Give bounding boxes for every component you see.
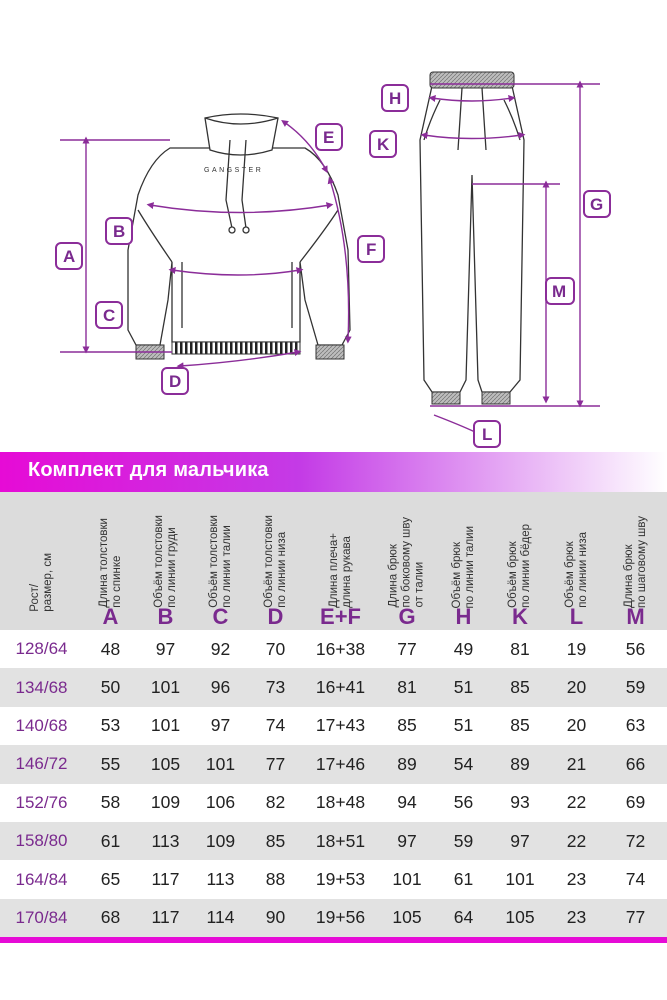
- header-C: [193, 492, 248, 630]
- value-cell: 74: [625, 869, 646, 890]
- header-L: [549, 492, 604, 630]
- label-H-badge: [382, 85, 408, 111]
- header-letter: E+F: [320, 604, 361, 629]
- header-desc: Объём толстовки по линии талии: [207, 515, 233, 608]
- header-letter: G: [398, 604, 416, 629]
- header-G: [378, 492, 436, 630]
- size-table: [0, 492, 667, 937]
- value-cell: 101: [150, 677, 181, 698]
- value-cell: 85: [510, 715, 530, 736]
- value-cell: 97: [210, 715, 231, 736]
- header-EF: [303, 492, 378, 630]
- size-cell: 170/84: [15, 907, 68, 927]
- value-cell: 20: [566, 677, 587, 698]
- size-cell: 146/72: [15, 754, 68, 774]
- value-cell: 23: [566, 907, 587, 928]
- value-cell: 109: [150, 792, 181, 813]
- value-cell: 101: [392, 869, 422, 890]
- table-header-row: [0, 492, 667, 630]
- label-B-badge: [106, 218, 132, 244]
- value-cell: 93: [510, 792, 530, 813]
- table-row: [0, 899, 667, 937]
- title-banner: [0, 452, 667, 492]
- header-letter: B: [157, 604, 174, 629]
- value-cell: 61: [453, 869, 474, 890]
- value-cell: 105: [392, 907, 422, 928]
- value-cell: 73: [265, 677, 286, 698]
- value-cell: 58: [100, 792, 121, 813]
- label-M-badge: [546, 278, 574, 304]
- value-cell: 17+43: [315, 715, 366, 736]
- hoodie-print-text: GANGSTER: [204, 167, 264, 174]
- value-cell: 85: [397, 715, 417, 736]
- value-cell: 81: [397, 677, 417, 698]
- header-desc: Длина брюк по шаговому шву: [622, 516, 648, 608]
- value-cell: 109: [205, 830, 236, 851]
- label-L-badge: [474, 421, 500, 447]
- value-cell: 114: [206, 907, 235, 928]
- value-cell: 16+41: [315, 677, 366, 698]
- value-cell: 66: [625, 753, 646, 774]
- value-cell: 18+48: [315, 792, 366, 813]
- label-K-badge: [370, 131, 396, 157]
- value-cell: 89: [510, 753, 530, 774]
- header-D: [248, 492, 303, 630]
- value-cell: 77: [397, 638, 417, 659]
- value-cell: 77: [265, 753, 286, 774]
- value-cell: 49: [453, 638, 474, 659]
- svg-text:A: A: [63, 247, 76, 266]
- value-cell: 92: [210, 638, 231, 659]
- value-cell: 101: [205, 753, 236, 774]
- header-letter: K: [512, 604, 528, 629]
- value-cell: 113: [151, 830, 180, 851]
- header-desc: Объём брюк по линии талии: [450, 525, 476, 608]
- value-cell: 22: [566, 792, 587, 813]
- svg-text:M: M: [552, 282, 567, 301]
- svg-text:D: D: [169, 372, 182, 391]
- hoodie-hem-band: [172, 342, 300, 354]
- header-M: [604, 492, 667, 630]
- bottom-accent-bar: [0, 937, 667, 943]
- header-desc: Объём толстовки по линии груди: [152, 515, 178, 608]
- header-desc: Длина толстовки по спинке: [97, 518, 123, 608]
- value-cell: 59: [625, 677, 646, 698]
- size-cell: 158/80: [15, 831, 68, 851]
- value-cell: 97: [155, 638, 176, 659]
- size-cell: 128/64: [15, 639, 68, 659]
- size-cell: 140/68: [15, 715, 68, 735]
- value-cell: 85: [510, 677, 530, 698]
- value-cell: 101: [150, 715, 181, 736]
- value-cell: 82: [265, 792, 286, 813]
- svg-text:F: F: [366, 240, 377, 259]
- value-cell: 89: [397, 753, 417, 774]
- value-cell: 48: [100, 638, 121, 659]
- header-H: [436, 492, 491, 630]
- header-letter: H: [455, 604, 472, 629]
- value-cell: 88: [265, 869, 286, 890]
- value-cell: 51: [453, 715, 474, 736]
- value-cell: 54: [453, 753, 474, 774]
- value-cell: 61: [100, 830, 121, 851]
- value-cell: 56: [625, 638, 646, 659]
- value-cell: 59: [453, 830, 474, 851]
- header-desc: Объём брюк по линии низа: [563, 532, 589, 608]
- value-cell: 51: [453, 677, 474, 698]
- svg-text:H: H: [389, 89, 402, 108]
- value-cell: 96: [210, 677, 231, 698]
- value-cell: 90: [265, 907, 286, 928]
- header-B: [138, 492, 193, 630]
- value-cell: 105: [150, 753, 181, 774]
- value-cell: 105: [505, 907, 535, 928]
- value-cell: 23: [566, 869, 587, 890]
- value-cell: 18+51: [315, 830, 366, 851]
- value-cell: 55: [100, 753, 121, 774]
- table-row: [0, 745, 667, 783]
- header-desc: Объём брюк по линии бёдер: [507, 524, 532, 608]
- table-row: [0, 784, 667, 822]
- label-G-badge: [584, 191, 610, 217]
- header-letter: A: [102, 604, 119, 629]
- label-F-badge: [358, 236, 384, 262]
- header-desc: Рост/ размер, см: [28, 553, 54, 612]
- label-E-badge: [316, 124, 342, 150]
- header-desc: Длина брюк по боковому шву от талии: [387, 517, 426, 608]
- value-cell: 16+38: [315, 638, 366, 659]
- measurement-diagram: [0, 0, 667, 450]
- header-letter: L: [569, 604, 584, 629]
- svg-text:B: B: [113, 222, 126, 241]
- header-size: [0, 492, 83, 630]
- value-cell: 101: [505, 869, 535, 890]
- value-cell: 22: [566, 830, 587, 851]
- label-A-badge: [56, 243, 82, 269]
- value-cell: 17+46: [315, 753, 366, 774]
- hoodie-right-cuff: [316, 345, 344, 359]
- header-desc: Объём толстовки по линии низа: [262, 515, 288, 608]
- size-cell: 152/76: [15, 792, 68, 812]
- value-cell: 19: [566, 638, 587, 659]
- value-cell: 81: [510, 638, 530, 659]
- value-cell: 69: [625, 792, 646, 813]
- value-cell: 74: [265, 715, 286, 736]
- value-cell: 77: [625, 907, 646, 928]
- svg-text:K: K: [377, 135, 390, 154]
- table-row: [0, 630, 667, 668]
- value-cell: 97: [397, 830, 417, 851]
- value-cell: 19+56: [315, 907, 366, 928]
- size-chart-table: [0, 492, 667, 937]
- banner-title: Комплект для мальчика: [28, 459, 269, 481]
- value-cell: 117: [151, 907, 180, 928]
- table-row: [0, 668, 667, 706]
- svg-text:C: C: [103, 306, 116, 325]
- svg-text:E: E: [323, 128, 335, 147]
- pants-drawing: [420, 86, 524, 392]
- pants-waistband: [430, 72, 514, 88]
- table-row: [0, 822, 667, 860]
- value-cell: 21: [566, 753, 587, 774]
- value-cell: 64: [453, 907, 474, 928]
- value-cell: 65: [100, 869, 121, 890]
- size-cell: 134/68: [15, 677, 68, 697]
- value-cell: 70: [265, 638, 286, 659]
- value-cell: 97: [510, 830, 530, 851]
- value-cell: 50: [100, 677, 121, 698]
- value-cell: 85: [265, 830, 286, 851]
- pants-left-cuff: [432, 392, 460, 404]
- pants-right-cuff: [482, 392, 510, 404]
- header-K: [491, 492, 549, 630]
- header-letter: M: [626, 604, 645, 629]
- value-cell: 106: [205, 792, 236, 813]
- value-cell: 117: [151, 869, 180, 890]
- header-letter: C: [212, 604, 229, 629]
- value-cell: 94: [397, 792, 417, 813]
- size-cell: 164/84: [15, 869, 68, 889]
- value-cell: 20: [566, 715, 587, 736]
- value-cell: 68: [100, 907, 121, 928]
- value-cell: 63: [625, 715, 646, 736]
- header-letter: D: [267, 604, 284, 629]
- label-D-badge: [162, 368, 188, 394]
- label-C-badge: [96, 302, 122, 328]
- table-row: [0, 860, 667, 898]
- header-desc: Длина плеча+ длина рукава: [327, 533, 353, 608]
- value-cell: 19+53: [315, 869, 366, 890]
- value-cell: 113: [206, 869, 235, 890]
- header-A: [83, 492, 138, 630]
- value-cell: 72: [625, 830, 646, 851]
- value-cell: 56: [453, 792, 474, 813]
- svg-text:G: G: [590, 195, 604, 214]
- svg-text:L: L: [482, 425, 493, 444]
- value-cell: 53: [100, 715, 121, 736]
- table-row: [0, 707, 667, 745]
- table-body: [0, 630, 667, 937]
